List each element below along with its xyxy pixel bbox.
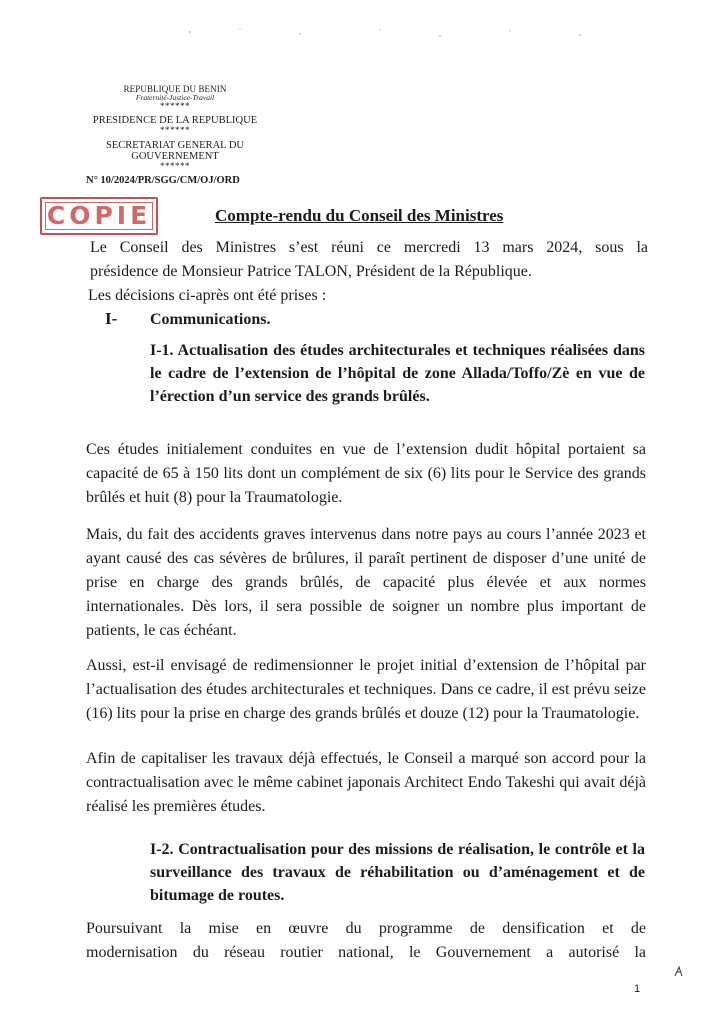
separator-stars: ****** (160, 161, 190, 171)
paragraph: Aussi, est-il envisagé de redimensionner le projet initial d’extension de l’hôpital par l’actualisation des études architecturales et techniques. Dans ce cadre, il est prévu seize (16) lits pour la prise en charge des grands brûlés et douze (12) pour la Traumatologie. (86, 657, 646, 722)
stamp-text: COPIE (46, 201, 152, 230)
intro-line-3: Les décisions ci-après ont été prises : (88, 287, 327, 304)
copie-stamp (40, 197, 158, 235)
presidency-name: PRESIDENCE DE LA REPUBLIQUE (92, 115, 258, 126)
separator-stars: ****** (160, 101, 190, 111)
scan-artifact-dots (180, 24, 600, 44)
paragraph: Mais, du fait des accidents graves intervenus dans notre pays au cours l’année 2023 et ayant causé des cas sévères de brûlures, il paraît pertinent de disposer d’une unité de prise en charge des grands brûlés, de capacité plus élevée et aux normes internationales. Dès lors, il sera possible de soigner un nombre plus important de patients, le cas échéant. (86, 526, 646, 639)
pen-mark-icon (672, 964, 686, 978)
document-title: Compte-rendu du Conseil des Ministres (215, 206, 504, 225)
section-number: I- (105, 309, 118, 328)
republic-name: REPUBLIQUE DU BENIN (123, 84, 227, 94)
section-title: Communications. (150, 311, 271, 328)
paragraph: Ces études initialement conduites en vue de l’extension dudit hôpital portaient sa capacité de 65 à 150 lits dont un complément de six (6) lits pour le Service des grands brûlés et huit (8) pour la Traumatologie. (86, 441, 646, 506)
subsection-title-2: I-2. Contractualisation pour des missions de réalisation, le contrôle et la surveillance des travaux de réhabilitation ou d’aménagement et de bitumage de routes. (150, 841, 645, 904)
intro-line-1: Le Conseil des Ministres s’est réuni ce mercredi 13 mars 2024, sous la (90, 239, 648, 256)
intro-line-2: présidence de Monsieur Patrice TALON, Président de la République. (90, 263, 532, 280)
national-motto: Fraternité-Justice-Travail (135, 93, 215, 102)
secretariat-line-1: SECRETARIAT GENERAL DU (106, 140, 244, 151)
page-number: 1 (634, 983, 641, 995)
paragraph-line: Poursuivant la mise en œuvre du programme de densification et de (86, 920, 646, 937)
separator-stars: ****** (160, 125, 190, 135)
subsection-title-1: I-1. Actualisation des études architecturales et techniques réalisées dans le cadre de l’extension de l’hôpital de zone Allada/Toffo/Zè en vue de l’érection d’un service des grands brûlés. (150, 342, 645, 405)
paragraph: Afin de capitaliser les travaux déjà effectués, le Conseil a marqué son accord pour la contractualisation avec le même cabinet japonais Architect Endo Takeshi qui avait déjà réalisé les premières études. (86, 750, 646, 815)
document-reference: N° 10/2024/PR/SGG/CM/OJ/ORD (86, 175, 240, 186)
secretariat-line-2: GOUVERNEMENT (131, 151, 219, 162)
header-block (80, 84, 270, 171)
paragraph-line: modernisation du réseau routier national, le Gouvernement a autorisé la (86, 944, 646, 961)
